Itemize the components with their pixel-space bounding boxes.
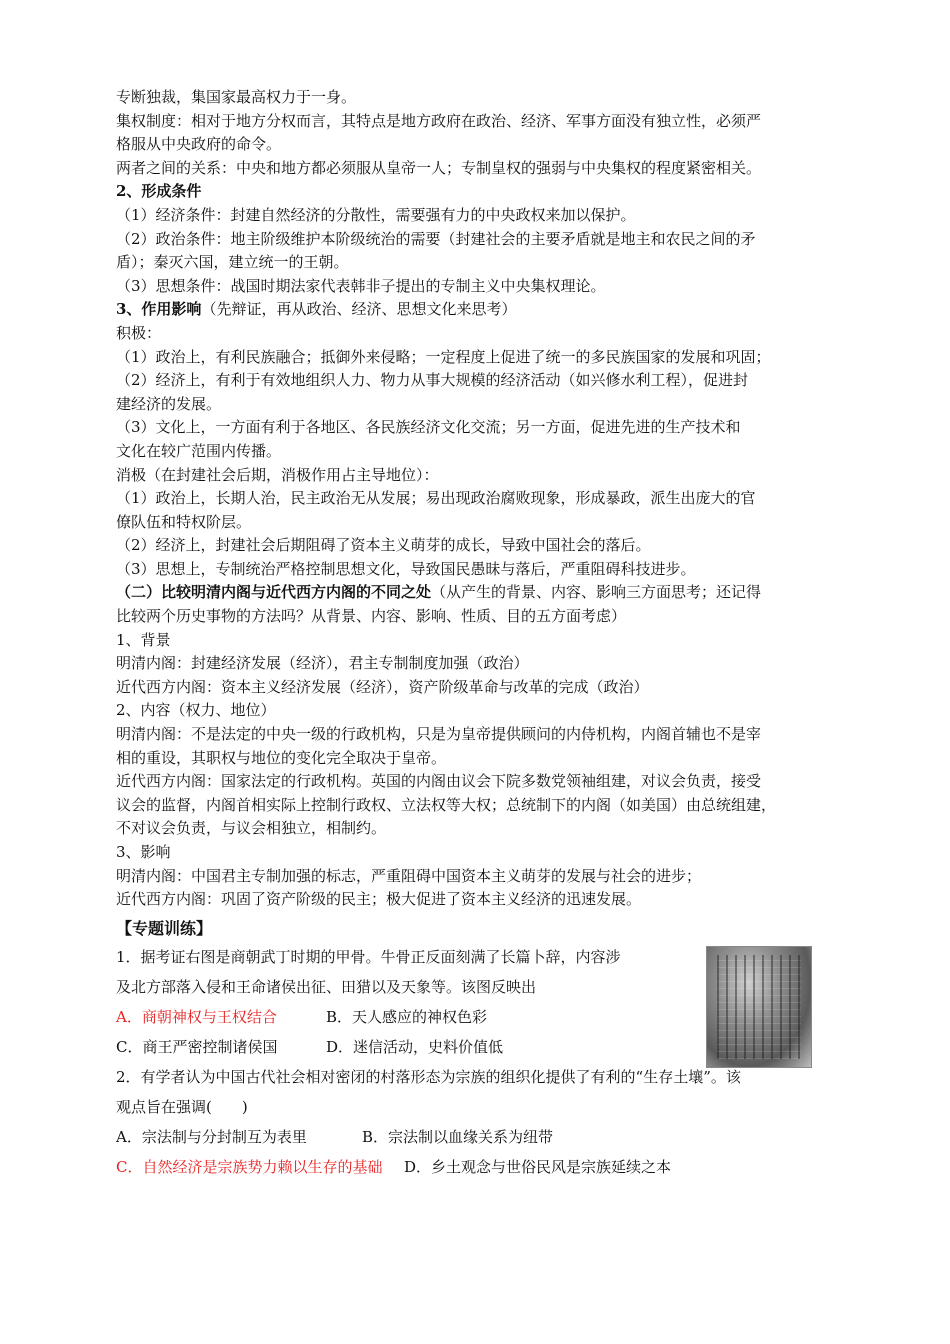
q2-option-b: B．宗法制以血缘关系为纽带 <box>362 1127 554 1146</box>
text-line: （3）文化上，一方面有利于各地区、各民族经济文化交流；另一方面，促进先进的生产技术和 <box>116 418 741 437</box>
section-heading: 2、形成条件 <box>116 182 202 201</box>
text-line: （2）经济上，封建社会后期阻碍了资本主义萌芽的成长，导致中国社会的落后。 <box>116 536 651 555</box>
question-1-stem: 及北方部落入侵和王命诸侯出征、田猎以及天象等。该图反映出 <box>116 977 537 996</box>
text-line: 积极： <box>116 323 162 342</box>
text-line: 格服从中央政府的命令。 <box>116 135 282 154</box>
question-2-stem: 2．有学者认为中国古代社会相对密闭的村落形态为宗族的组织化提供了有利的“生存土壤”。该 <box>116 1067 741 1086</box>
text-line: 集权制度：相对于地方分权而言，其特点是地方政府在政治、经济、军事方面没有独立性，必须严 <box>116 111 762 130</box>
q2-option-d: D．乡土观念与世俗民风是宗族延续之本 <box>404 1157 672 1176</box>
text-line: （1）经济条件：封建自然经济的分散性，需要强有力的中央政权来加以保护。 <box>116 205 636 224</box>
text-line: 明清内阁：中国君主专制加强的标志，严重阻碍中国资本主义萌芽的发展与社会的进步； <box>116 866 702 885</box>
section-heading <box>116 298 846 322</box>
text-line: （2）经济上，有利于有效地组织人力、物力从事大规模的经济活动（如兴修水利工程），促进封 <box>116 371 749 390</box>
training-heading: 【专题训练】 <box>116 918 213 938</box>
part-heading-note: （从产生的背景、内容、影响三方面思考；还记得 <box>431 583 762 602</box>
section-heading-bold: 3、作用影响 <box>116 300 202 319</box>
text-line: （3）思想条件：战国时期法家代表韩非子提出的专制主义中央集权理论。 <box>116 276 606 295</box>
part-heading-bold: （二）比较明清内阁与近代西方内阁的不同之处 <box>116 583 432 602</box>
text-line: 议会的监督，内阁首相实际上控制行政权、立法权等大权；总统制下的内阁（如美国）由总统组建， <box>116 795 777 814</box>
text-line: （2）政治条件：地主阶级维护本阶级统治的需要（封建社会的主要矛盾就是地主和农民之间的矛 <box>116 229 756 248</box>
part-heading <box>116 581 846 605</box>
text-line: 相的重设，其职权与地位的变化完全取决于皇帝。 <box>116 748 447 767</box>
text-line: 盾）；秦灭六国，建立统一的王朝。 <box>116 253 349 272</box>
question-1-stem: 1．据考证右图是商朝武丁时期的甲骨。牛骨正反面刻满了长篇卜辞，内容涉 <box>116 947 621 966</box>
text-line: 近代西方内阁：国家法定的行政机构。英国的内阁由议会下院多数党领袖组建，对议会负责，接受 <box>116 772 762 791</box>
text-line: 建经济的发展。 <box>116 394 222 413</box>
text-line: 比较两个历史事物的方法吗？从背景、内容、影响、性质、目的五方面考虑） <box>116 607 627 626</box>
text-line: 消极（在封建社会后期，消极作用占主导地位）： <box>116 465 439 484</box>
text-line: 僚队伍和特权阶层。 <box>116 512 252 531</box>
text-line: 3、影响 <box>116 843 171 861</box>
text-line: 专断独裁，集国家最高权力于一身。 <box>116 88 357 106</box>
text-line: 明清内阁：封建经济发展（经济），君主专制制度加强（政治） <box>116 654 529 673</box>
text-line: 近代西方内阁：资本主义经济发展（经济），资产阶级革命与改革的完成（政治） <box>116 677 649 696</box>
question-2-options <box>116 1122 846 1152</box>
text-line: （3）思想上，专制统治严格控制思想文化，导致国民愚昧与落后，严重阻碍科技进步。 <box>116 559 696 578</box>
text-line: 明清内阁：不是法定的中央一级的行政机构，只是为皇帝提供顾问的内侍机构，内阁首辅也不是宰 <box>116 725 762 744</box>
text-line: 2、内容（权力、地位） <box>116 701 276 720</box>
text-line: 1、背景 <box>116 630 171 649</box>
q2-option-c: C．自然经济是宗族势力赖以生存的基础 <box>116 1157 383 1176</box>
q1-option-d: D．迷信活动，史料价值低 <box>326 1037 504 1056</box>
text-line: （1）政治上，有利民族融合；抵御外来侵略；一定程度上促进了统一的多民族国家的发展和巩固； <box>116 347 771 366</box>
text-line: 文化在较广范围内传播。 <box>116 441 282 460</box>
question-2-options <box>116 1152 846 1182</box>
q2-option-a: A．宗法制与分封制互为表里 <box>116 1127 307 1146</box>
text-line: （1）政治上，长期人治，民主政治无从发展；易出现政治腐败现象，形成暴政，派生出庞大的官 <box>116 489 756 508</box>
section-heading-note: （先辩证，再从政治、经济、思想文化来思考） <box>201 300 517 319</box>
q1-option-c: C．商王严密控制诸侯国 <box>116 1037 278 1056</box>
q1-option-b: B．天人感应的神权色彩 <box>326 1007 488 1026</box>
q1-option-a: A．商朝神权与王权结合 <box>116 1007 277 1026</box>
text-line: 两者之间的关系：中央和地方都必须服从皇帝一人；专制皇权的强弱与中央集权的程度紧密相关。 <box>116 158 762 177</box>
text-line: 近代西方内阁：巩固了资产阶级的民主；极大促进了资本主义经济的迅速发展。 <box>116 890 642 909</box>
question-2-stem: 观点旨在强调( ) <box>116 1097 248 1116</box>
text-line: 不对议会负责，与议会相独立，相制约。 <box>116 819 387 838</box>
oracle-bone-image <box>706 946 812 1068</box>
